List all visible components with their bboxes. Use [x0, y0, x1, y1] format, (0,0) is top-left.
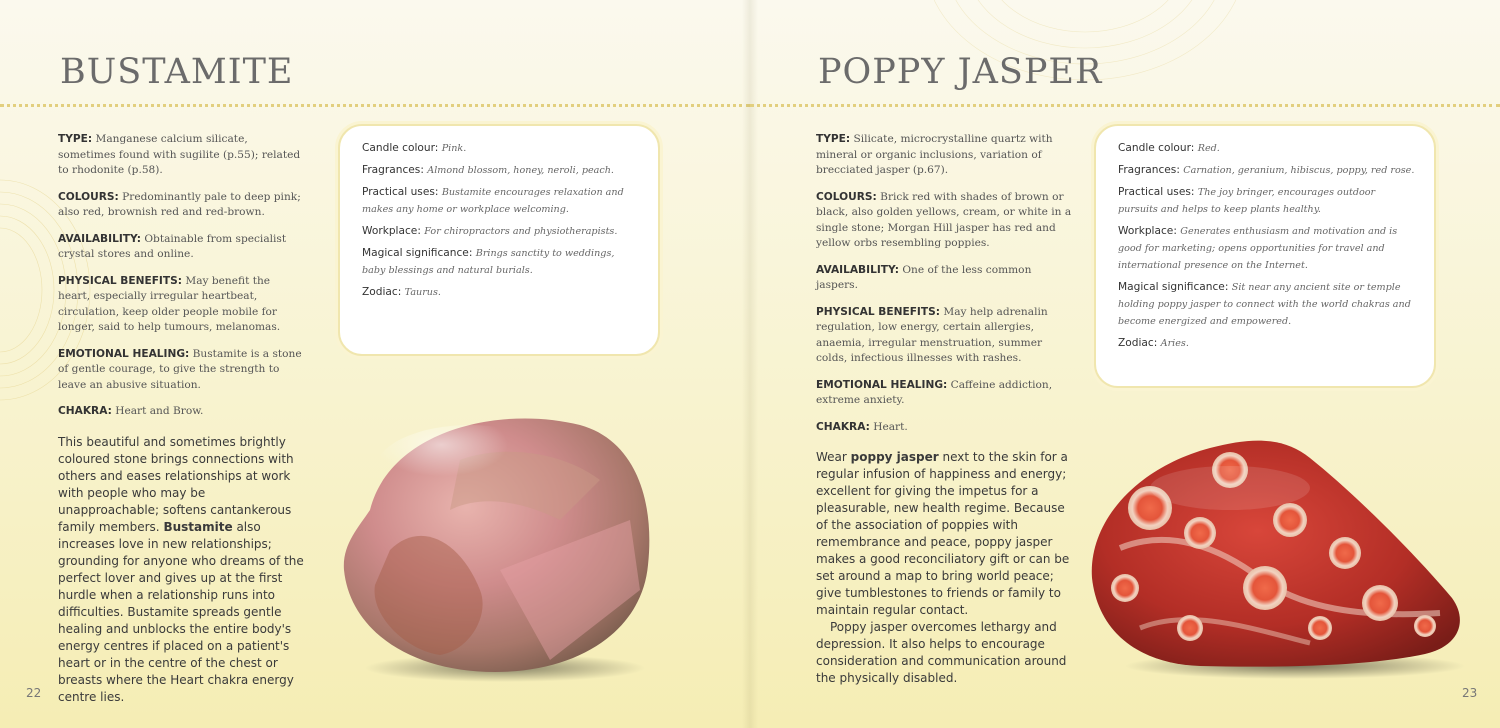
fact-chakra: CHAKRA: Heart and Brow. — [58, 405, 204, 417]
fact-type: TYPE: Manganese calcium silicate, sometimes found with sugilite (p.55); related to rhodonite (p.58). — [58, 133, 301, 176]
fact-physical-benefits: PHYSICAL BENEFITS: May benefit the heart, especially irregular heartbeat, circulation, keep older people mobile for longer, said to help tumours, melanomas. — [58, 274, 281, 333]
poppy-jasper-stone-image — [1080, 428, 1470, 690]
dotted-rule — [750, 104, 1500, 107]
fact-type: TYPE: Silicate, microcrystalline quartz with mineral or organic inclusions, variation of brecciated jasper (p.67). — [816, 133, 1053, 176]
card-fragrances: Fragrances: Carnation, geranium, hibiscus, poppy, red rose. — [1118, 164, 1415, 176]
fact-availability: AVAILABILITY: Obtainable from specialist crystal stores and online. — [58, 232, 287, 260]
card-workplace: Workplace: For chiropractors and physiotherapists. — [362, 225, 618, 237]
fact-chakra: CHAKRA: Heart. — [816, 420, 908, 433]
page-number: 22 — [26, 686, 42, 700]
card-candle-colour: Candle colour: Red. — [1118, 142, 1220, 154]
fact-emotional-healing: EMOTIONAL HEALING: Caffeine addiction, extreme anxiety. — [816, 378, 1053, 406]
bustamite-stone-image — [330, 400, 660, 690]
card-workplace: Workplace: Generates enthusiasm and motivation and is good for marketing; opens opportunities for travel and international presence on the Internet. — [1118, 225, 1398, 271]
properties-card — [1094, 124, 1436, 388]
fact-physical-benefits: PHYSICAL BENEFITS: May help adrenalin regulation, low energy, certain allergies, anaemia, irregular menstruation, summer colds, infectious illnesses with rashes. — [816, 305, 1048, 364]
right-page — [750, 0, 1500, 728]
page-title: BUSTAMITE — [60, 52, 294, 92]
body-paragraph: This beautiful and sometimes brightly coloured stone brings connections with others and eases relationships at work with people who may be unapproachable; softens cantankerous family members. Bustamite also increases love in new relationships; grounding for anyone who dreams of the perfect lover and gives up at the first hurdle when a relationship runs into difficulties. Bustamite spreads gentle healing and unblocks the entire body's energy centres if placed on a patient's heart or in the centre of the chest or breasts where the Heart chakra energy centre lies. — [58, 434, 304, 704]
body-paragraph: Wear poppy jasper next to the skin for a regular infusion of happiness and energy; excellent for giving the impetus for a pleasurable, new health regime. Because of the association of poppies with remembrance and peace, poppy jasper makes a good reconciliatory gift or can be set around a map to bring world peace; give tumblestones to friends or family to maintain regular contact. — [816, 450, 1070, 617]
bold-stone-name: Bustamite — [163, 519, 233, 534]
card-fragrances: Fragrances: Almond blossom, honey, neroli, peach. — [362, 164, 614, 176]
bold-stone-name: poppy jasper — [850, 450, 939, 464]
card-zodiac: Zodiac: Taurus. — [362, 286, 441, 298]
card-magical-significance: Magical significance: Brings sanctity to weddings, baby blessings and natural burials. — [362, 247, 615, 276]
card-candle-colour: Candle colour: Pink. — [362, 142, 467, 154]
fact-emotional-healing: EMOTIONAL HEALING: Bustamite is a stone of gentle courage, to give the strength to leave an abusive situation. — [58, 347, 302, 391]
dotted-rule — [0, 104, 750, 107]
properties-card — [338, 124, 660, 356]
card-magical-significance: Magical significance: Sit near any ancient site or temple holding poppy jasper to connect with the world chakras and become energized and empowered. — [1118, 281, 1411, 327]
page-title: POPPY JASPER — [818, 52, 1103, 92]
fact-list — [816, 132, 1074, 687]
fact-list — [58, 132, 304, 706]
card-zodiac: Zodiac: Aries. — [1118, 337, 1189, 349]
fact-colours: COLOURS: Predominantly pale to deep pink; also red, brownish red and red-brown. — [58, 190, 301, 218]
fact-colours: COLOURS: Brick red with shades of brown or black, also golden yellows, cream, or white in a single stone; Morgan Hill jasper has red and yellow orbs resembling poppies. — [816, 190, 1072, 249]
fact-availability: AVAILABILITY: One of the less common jaspers. — [816, 263, 1032, 291]
page-number: 23 — [1462, 686, 1478, 700]
card-practical-uses: Practical uses: The joy bringer, encourages outdoor pursuits and helps to keep plants healthy. — [1118, 186, 1376, 215]
card-practical-uses: Practical uses: Bustamite encourages relaxation and makes any home or workplace welcoming. — [362, 186, 624, 215]
body-paragraph-2: Poppy jasper overcomes lethargy and depression. It also helps to encourage consideration and communication around the physically disabled. — [816, 620, 1067, 685]
